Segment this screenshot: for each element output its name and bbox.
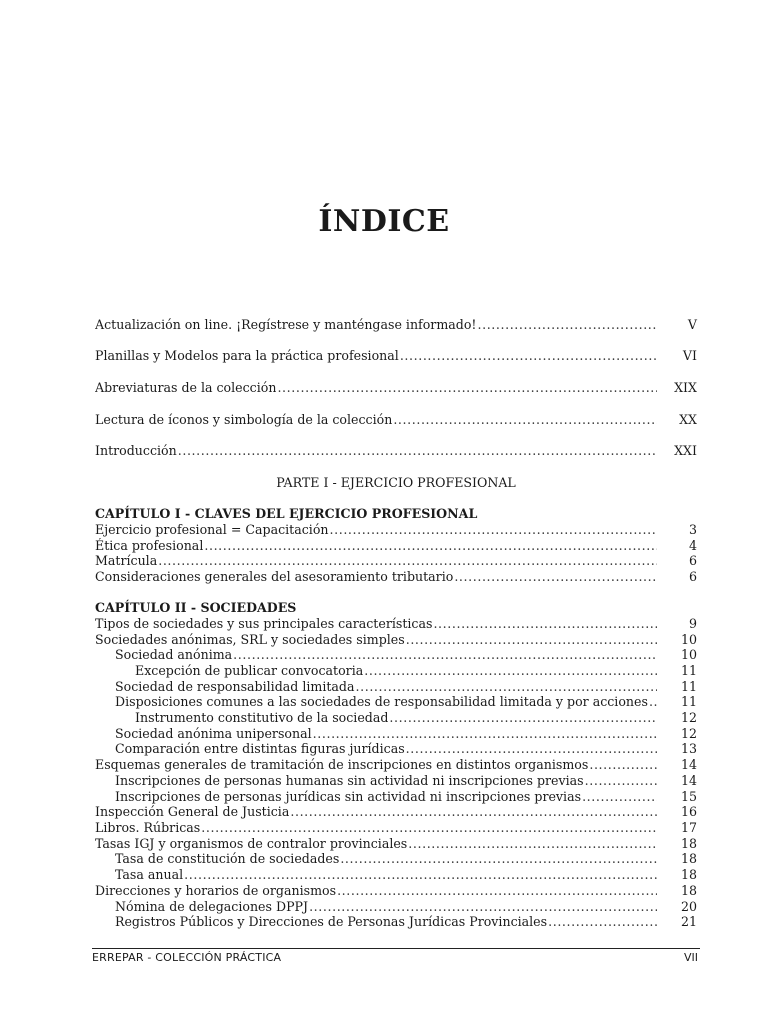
dot-leader	[158, 553, 657, 569]
toc-entry-label: Excepción de publicar convocatoria	[135, 663, 364, 678]
toc-entry-label: Inscripciones de personas jurídicas sin actividad ni inscripciones previas	[115, 789, 582, 804]
toc-entry[interactable]	[95, 883, 697, 899]
toc-entry-page: 18	[680, 883, 697, 898]
toc-entry[interactable]	[95, 569, 697, 585]
toc-entry[interactable]	[95, 380, 697, 396]
toc-entry-page: 3	[688, 522, 697, 537]
toc-entry-label: Sociedad anónima	[115, 647, 233, 662]
toc-entry-page: 4	[688, 538, 697, 553]
toc-entry-label: Consideraciones generales del asesoramiento tributario	[95, 569, 454, 584]
toc-entry[interactable]	[95, 820, 697, 836]
chapter-heading: CAPÍTULO I - CLAVES DEL EJERCICIO PROFESIONAL	[95, 506, 478, 521]
toc-entry-label: Nómina de delegaciones DPPJ	[115, 899, 309, 914]
toc-entry[interactable]	[95, 679, 697, 695]
toc-entry-page: 18	[680, 851, 697, 866]
footer-page-number: VII	[683, 951, 698, 964]
toc-entry[interactable]	[95, 836, 697, 852]
toc-entry-label: Sociedad anónima unipersonal	[115, 726, 312, 741]
dot-leader	[454, 569, 657, 585]
toc-entry-label: Abreviaturas de la colección	[95, 380, 277, 395]
toc-entry-page: 17	[680, 820, 697, 835]
toc-entry[interactable]	[95, 914, 697, 930]
dot-leader	[356, 679, 657, 695]
dot-leader	[406, 632, 657, 648]
dot-leader	[406, 741, 657, 757]
toc-entry-label: Instrumento constitutivo de la sociedad	[135, 710, 389, 725]
toc-entry[interactable]	[95, 632, 697, 648]
page-title: ÍNDICE	[318, 204, 450, 239]
toc-entry-label: Tipos de sociedades y sus principales características	[95, 616, 433, 631]
toc-entry-page: XIX	[674, 380, 697, 395]
toc-entry-label: Sociedades anónimas, SRL y sociedades simples	[95, 632, 405, 647]
dot-leader	[585, 773, 657, 789]
dot-leader	[337, 883, 657, 899]
toc-entry[interactable]	[95, 867, 697, 883]
toc-entry-label: Actualización on line. ¡Regístrese y manténgase informado!	[95, 317, 477, 332]
toc-entry-page: 6	[688, 553, 697, 568]
toc-entry[interactable]	[95, 694, 697, 710]
dot-leader	[393, 412, 657, 428]
dot-leader	[204, 538, 657, 554]
dot-leader	[364, 663, 657, 679]
toc-entry-page: XXI	[674, 443, 697, 458]
toc-entry-page: V	[687, 317, 697, 332]
dot-leader	[184, 867, 657, 883]
toc-entry-label: Ejercicio profesional = Capacitación	[95, 522, 329, 537]
toc-entry-label: Sociedad de responsabilidad limitada	[115, 679, 355, 694]
toc-entry[interactable]	[95, 726, 697, 742]
toc-entry-page: XX	[679, 412, 697, 427]
toc-entry[interactable]	[95, 647, 697, 663]
toc-entry-page: 6	[688, 569, 697, 584]
toc-entry-page: VI	[682, 348, 697, 363]
dot-leader	[433, 616, 657, 632]
toc-entry-page: 13	[680, 741, 697, 756]
toc-entry-label: Inspección General de Justicia	[95, 804, 290, 819]
toc-entry[interactable]	[95, 741, 697, 757]
toc-entry-label: Registros Públicos y Direcciones de Personas Jurídicas Provinciales	[115, 914, 548, 929]
toc-entry[interactable]	[95, 443, 697, 459]
toc-entry-page: 11	[680, 679, 697, 694]
footer-publisher: ERREPAR - COLECCIÓN PRÁCTICA	[92, 951, 282, 964]
toc-entry[interactable]	[95, 522, 697, 538]
dot-leader	[340, 851, 657, 867]
toc-entry-label: Disposiciones comunes a las sociedades de responsabilidad limitada y por acciones	[115, 694, 648, 709]
toc-entry-page: 10	[680, 647, 697, 662]
toc-entry[interactable]	[95, 348, 697, 364]
part-heading: PARTE I - EJERCICIO PROFESIONAL	[276, 475, 516, 490]
dot-leader	[408, 836, 657, 852]
toc-entry-page: 11	[680, 694, 697, 709]
footer-divider	[92, 948, 700, 949]
toc-entry[interactable]	[95, 317, 697, 333]
dot-leader	[389, 710, 657, 726]
toc-entry-label: Lectura de íconos y simbología de la colección	[95, 412, 393, 427]
toc-entry[interactable]	[95, 789, 697, 805]
toc-entry[interactable]	[95, 710, 697, 726]
toc-entry-label: Tasa anual	[115, 867, 184, 882]
dot-leader	[330, 522, 657, 538]
toc-entry-page: 14	[680, 757, 697, 772]
dot-leader	[309, 899, 657, 915]
toc-entry-page: 18	[680, 836, 697, 851]
toc-entry[interactable]	[95, 553, 697, 569]
toc-entry[interactable]	[95, 804, 697, 820]
toc-entry[interactable]	[95, 412, 697, 428]
toc-entry-label: Libros. Rúbricas	[95, 820, 201, 835]
toc-entry-label: Tasa de constitución de sociedades	[115, 851, 340, 866]
toc-entry-page: 15	[680, 789, 697, 804]
dot-leader	[582, 789, 657, 805]
toc-entry-label: Matrícula	[95, 553, 158, 568]
toc-entry[interactable]	[95, 757, 697, 773]
toc-entry-page: 12	[680, 710, 697, 725]
toc-entry-label: Esquemas generales de tramitación de inscripciones en distintos organismos	[95, 757, 589, 772]
toc-entry[interactable]	[95, 663, 697, 679]
toc-entry[interactable]	[95, 616, 697, 632]
toc-entry[interactable]	[95, 899, 697, 915]
dot-leader	[233, 647, 657, 663]
toc-entry[interactable]	[95, 773, 697, 789]
dot-leader	[277, 380, 657, 396]
toc-entry-label: Planillas y Modelos para la práctica profesional	[95, 348, 399, 363]
dot-leader	[178, 443, 657, 459]
toc-entry-label: Introducción	[95, 443, 177, 458]
dot-leader	[313, 726, 657, 742]
toc-entry-page: 12	[680, 726, 697, 741]
toc-entry[interactable]	[95, 538, 697, 554]
toc-entry-page: 11	[680, 663, 697, 678]
toc-entry-page: 18	[680, 867, 697, 882]
toc-entry-page: 20	[680, 899, 697, 914]
toc-entry-label: Comparación entre distintas figuras jurídicas	[115, 741, 405, 756]
dot-leader	[548, 914, 657, 930]
toc-entry-label: Tasas IGJ y organismos de contralor provinciales	[95, 836, 408, 851]
dot-leader	[477, 317, 657, 333]
toc-entry-page: 10	[680, 632, 697, 647]
toc-entry-page: 21	[680, 914, 697, 929]
toc-entry[interactable]	[95, 851, 697, 867]
toc-entry-page: 14	[680, 773, 697, 788]
dot-leader	[400, 348, 657, 364]
toc-entry-page: 9	[688, 616, 697, 631]
chapter-heading: CAPÍTULO II - SOCIEDADES	[95, 600, 297, 615]
dot-leader	[649, 694, 657, 710]
dot-leader	[290, 804, 657, 820]
dot-leader	[201, 820, 657, 836]
toc-entry-page: 16	[680, 804, 697, 819]
toc-entry-label: Inscripciones de personas humanas sin actividad ni inscripciones previas	[115, 773, 584, 788]
toc-entry-label: Ética profesional	[95, 538, 204, 553]
dot-leader	[589, 757, 657, 773]
toc-entry-label: Direcciones y horarios de organismos	[95, 883, 337, 898]
